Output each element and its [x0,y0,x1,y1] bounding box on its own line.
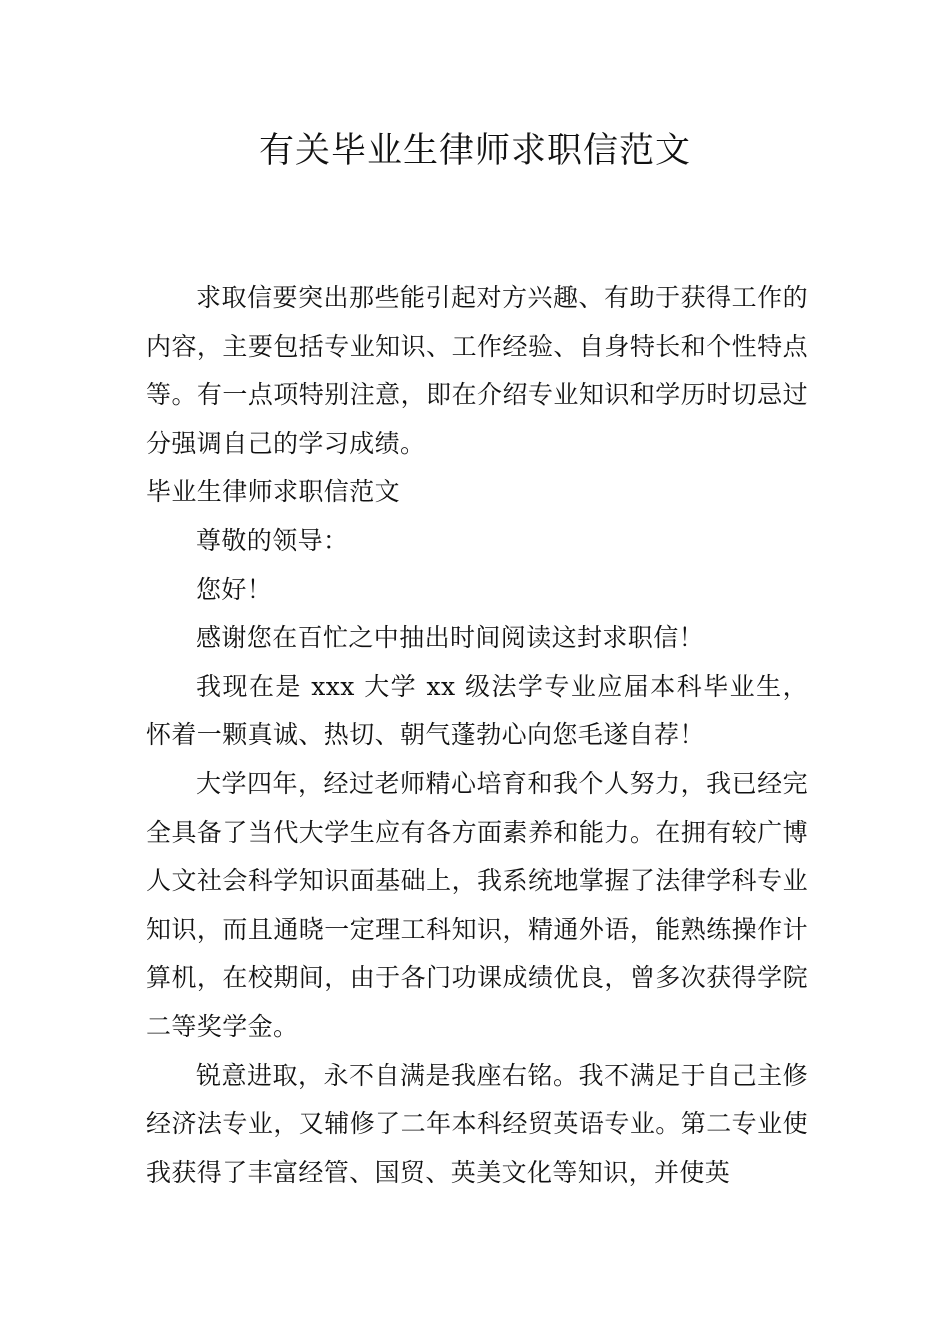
paragraph-self-intro: 我现在是 xxx 大学 xx 级法学专业应届本科毕业生，怀着一颗真诚、热切、朝气蓬勃心向您毛遂自荐！ [146,671,808,750]
document-body [146,274,808,1197]
paragraph-thanks: 感谢您在百忙之中抽出时间阅读这封求职信！ [196,623,705,653]
paragraph-greeting: 您好！ [196,574,273,604]
paragraph-motto: 锐意进取，永不自满是我座右铭。我不满足于自己主修经济法专业，又辅修了二年本科经贸英语专业。第二专业使我获得了丰富经管、国贸、英美文化等知识，并使英 [146,1060,808,1187]
paragraph-intro: 求取信要突出那些能引起对方兴趣、有助于获得工作的内容，主要包括专业知识、工作经验、自身特长和个性特点等。有一点项特别注意，即在介绍专业知识和学历时切忌过分强调自己的学习成绩。 [146,283,808,458]
document-title: 有关毕业生律师求职信范文 [258,131,691,171]
paragraph-education: 大学四年，经过老师精心培育和我个人努力，我已经完全具备了当代大学生应有各方面素养和能力。在拥有较广博人文社会科学知识面基础上，我系统地掌握了法律学科专业知识，而且通晓一定理工科知识，精通外语，能熟练操作计算机，在校期间，由于各门功课成绩优良，曾多次获得学院二等奖学金。 [146,768,808,1041]
paragraph-subtitle: 毕业生律师求职信范文 [146,477,401,507]
paragraph-salutation: 尊敬的领导： [196,525,349,555]
